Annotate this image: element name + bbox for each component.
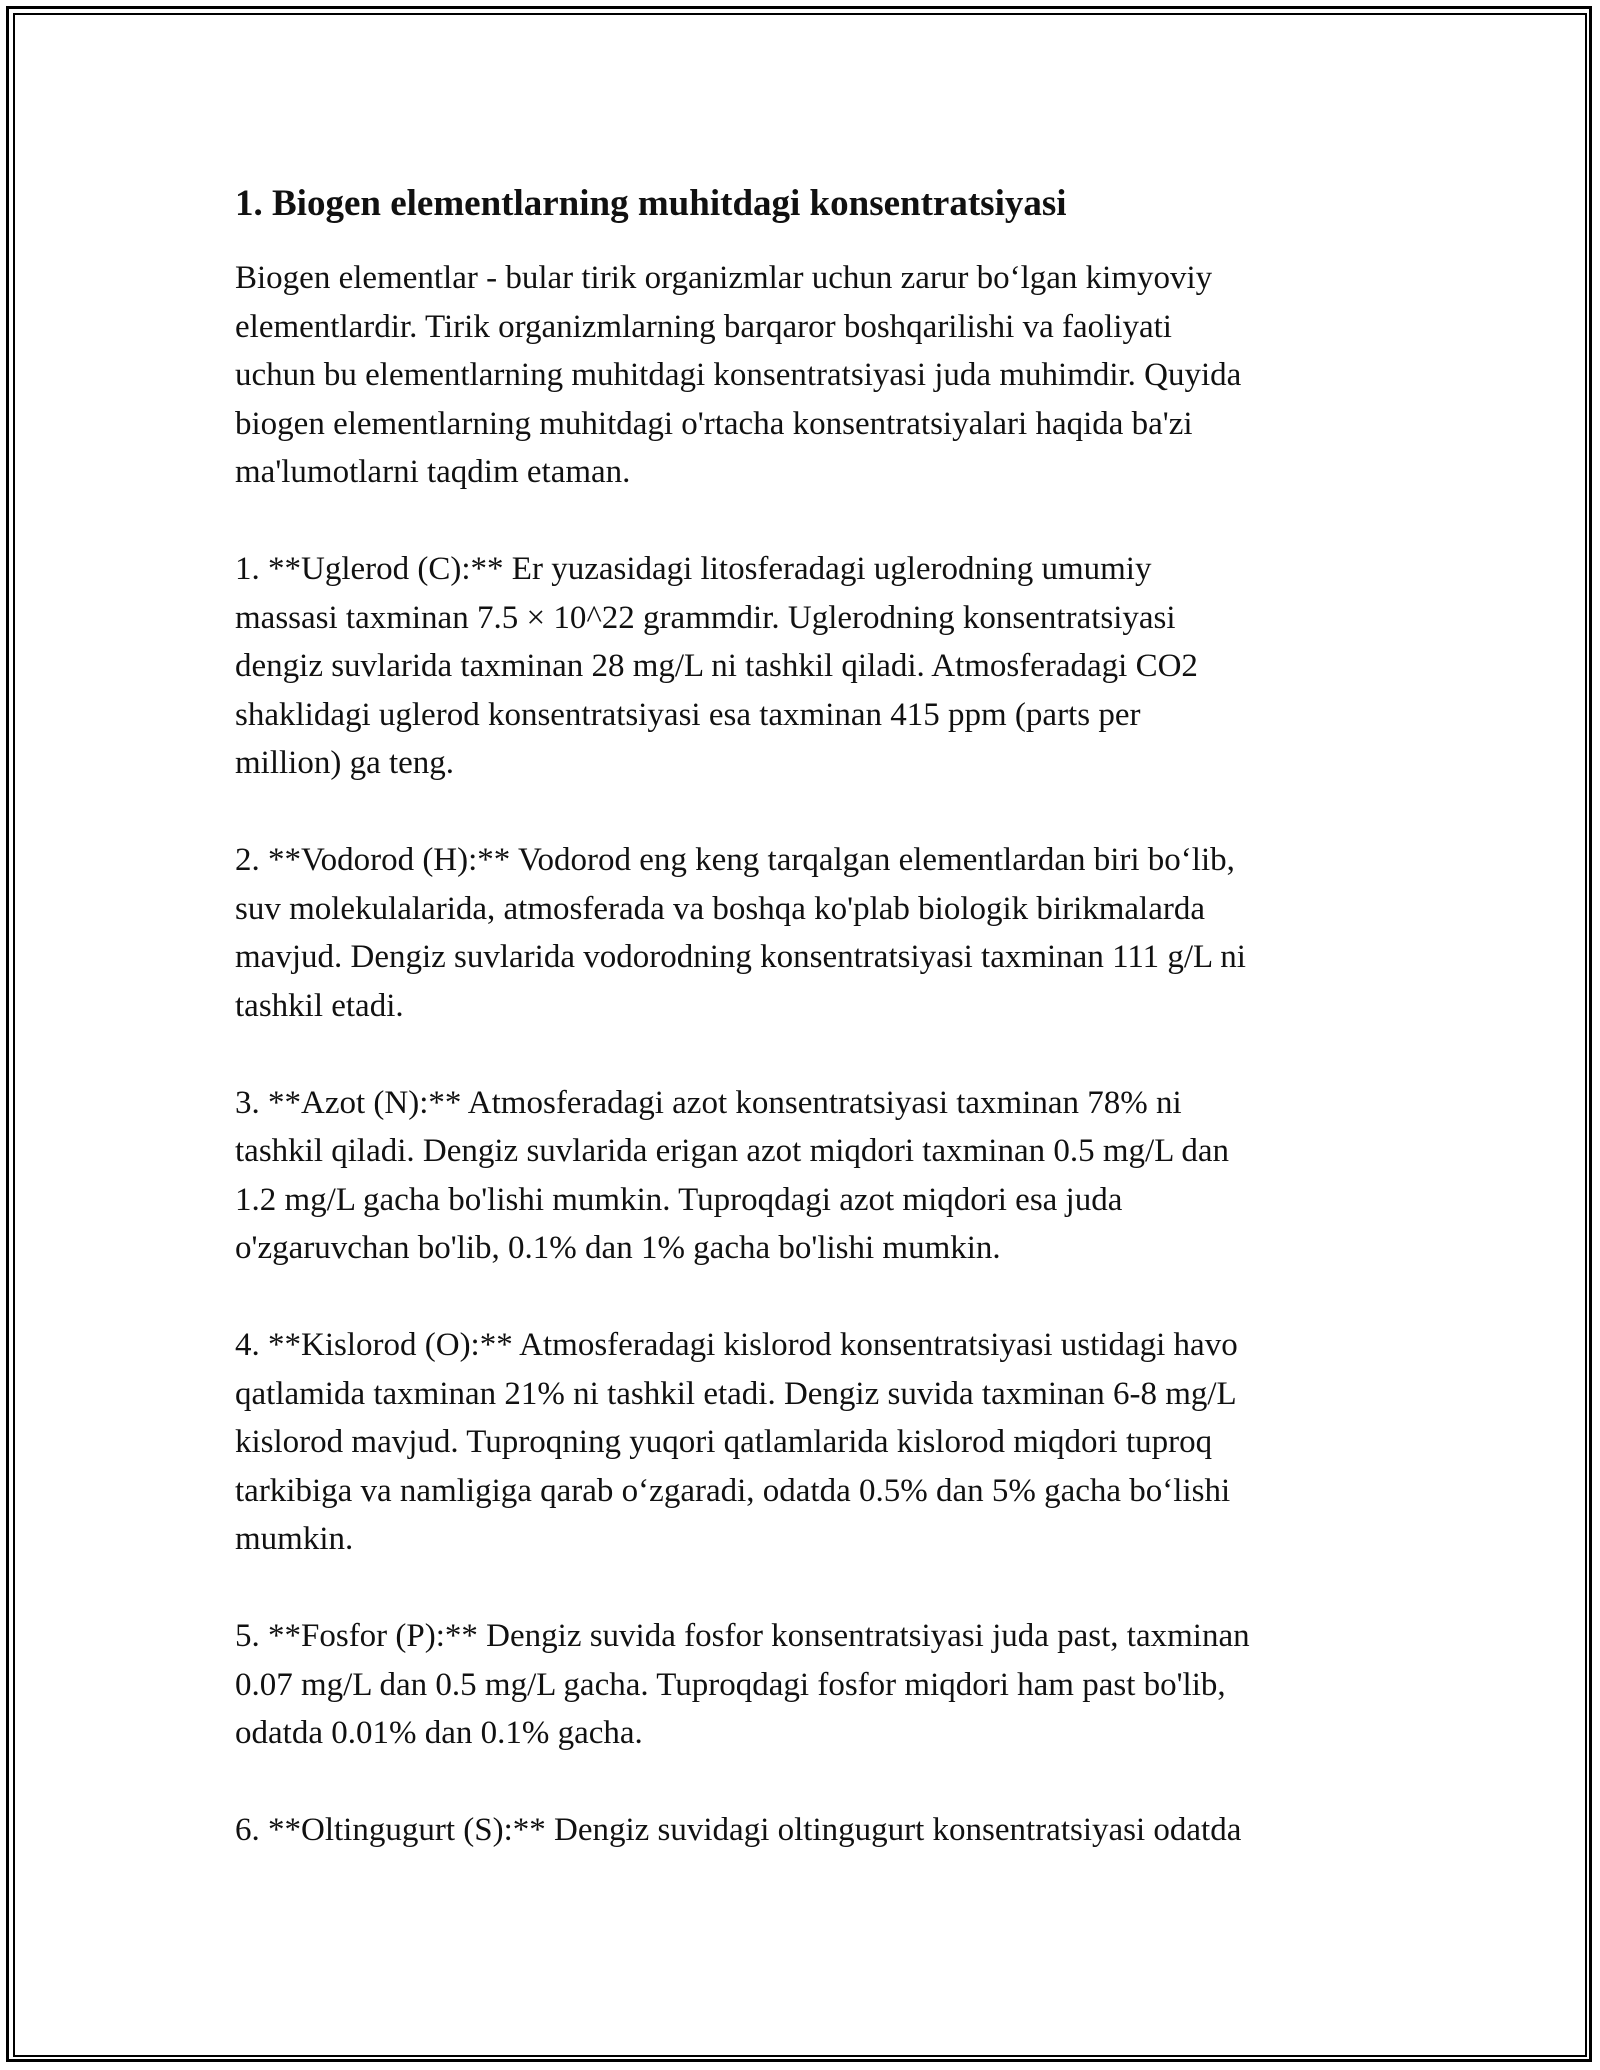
text-line: elementlardir. Tirik organizmlarning barqaror boshqarilishi va faoliyati [235,308,1172,345]
text-line: 1. **Uglerod (C):** Er yuzasidagi litosferadagi uglerodning umumiy [235,551,1152,587]
paragraph-oltingugurt [235,1806,1385,1855]
paragraph-kislorod [235,1321,1385,1564]
text-line: suv molekulalarida, atmosferada va boshqa ko'plab biologik birikmalarda [235,890,1206,927]
text-line: qatlamida taxminan 21% ni tashkil etadi. Dengiz suvida taxminan 6-8 mg/L [235,1375,1237,1412]
text-line: mavjud. Dengiz suvlarida vodorodning konsentratsiyasi taxminan 111 g/L ni [235,939,1246,975]
text-line: million) ga teng. [235,745,455,781]
paragraph-fosfor [235,1612,1385,1758]
text-line: tashkil etadi. [235,987,404,1024]
paragraph-azot [235,1079,1385,1273]
text-line: 6. **Oltingugurt (S):** Dengiz suvidagi oltingugurt konsentratsiyasi odatda [235,1812,1242,1848]
text-line: tarkibiga va namligiga qarab o‘zgaradi, odatda 0.5% dan 5% gacha bo‘lishi [235,1472,1231,1509]
document-title: 1. Biogen elementlarning muhitdagi konsentratsiyasi [235,183,1067,224]
text-line: kislorod mavjud. Tuproqning yuqori qatlamlarida kislorod miqdori tuproq [235,1424,1213,1460]
text-line: shaklidagi uglerod konsentratsiyasi esa taxminan 415 ppm (parts per [235,696,1141,733]
text-line: 4. **Kislorod (O):** Atmosferadagi kislorod konsentratsiyasi ustidagi havo [235,1327,1238,1363]
text-line: 2. **Vodorod (H):** Vodorod eng keng tarqalgan elementlardan biri bo‘lib, [235,842,1235,878]
text-line: 3. **Azot (N):** Atmosferadagi azot konsentratsiyasi taxminan 78% ni [235,1084,1182,1121]
text-line: 5. **Fosfor (P):** Dengiz suvida fosfor konsentratsiyasi juda past, taxminan [235,1618,1250,1654]
text-line: odatda 0.01% dan 0.1% gacha. [235,1715,643,1751]
text-line: 0.07 mg/L dan 0.5 mg/L gacha. Tuproqdagi fosfor miqdori ham past bo'lib, [235,1666,1226,1703]
paragraph-uglerod [235,545,1385,788]
text-line: massasi taxminan 7.5 × 10^22 grammdir. Uglerodning konsentratsiyasi [235,599,1176,636]
document-body [235,180,1385,1903]
intro-paragraph [235,254,1385,497]
text-line: ma'lumotlarni taqdim etaman. [235,454,631,490]
text-line: uchun bu elementlarning muhitdagi konsentratsiyasi juda muhimdir. Quyida [235,357,1242,393]
paragraph-vodorod [235,836,1385,1030]
text-line: biogen elementlarning muhitdagi o'rtacha konsentratsiyalari haqida ba'zi [235,405,1193,442]
text-line: mumkin. [235,1521,354,1557]
text-line: 1.2 mg/L gacha bo'lishi mumkin. Tuproqdagi azot miqdori esa juda [235,1181,1123,1218]
text-line: dengiz suvlarida taxminan 28 mg/L ni tashkil qiladi. Atmosferadagi CO2 [235,648,1198,684]
text-line: o'zgaruvchan bo'lib, 0.1% dan 1% gacha bo'lishi mumkin. [235,1230,1001,1266]
text-line: Biogen elementlar - bular tirik organizmlar uchun zarur bo‘lgan kimyoviy [235,260,1213,296]
text-line: tashkil qiladi. Dengiz suvlarida erigan azot miqdori taxminan 0.5 mg/L dan [235,1133,1230,1169]
